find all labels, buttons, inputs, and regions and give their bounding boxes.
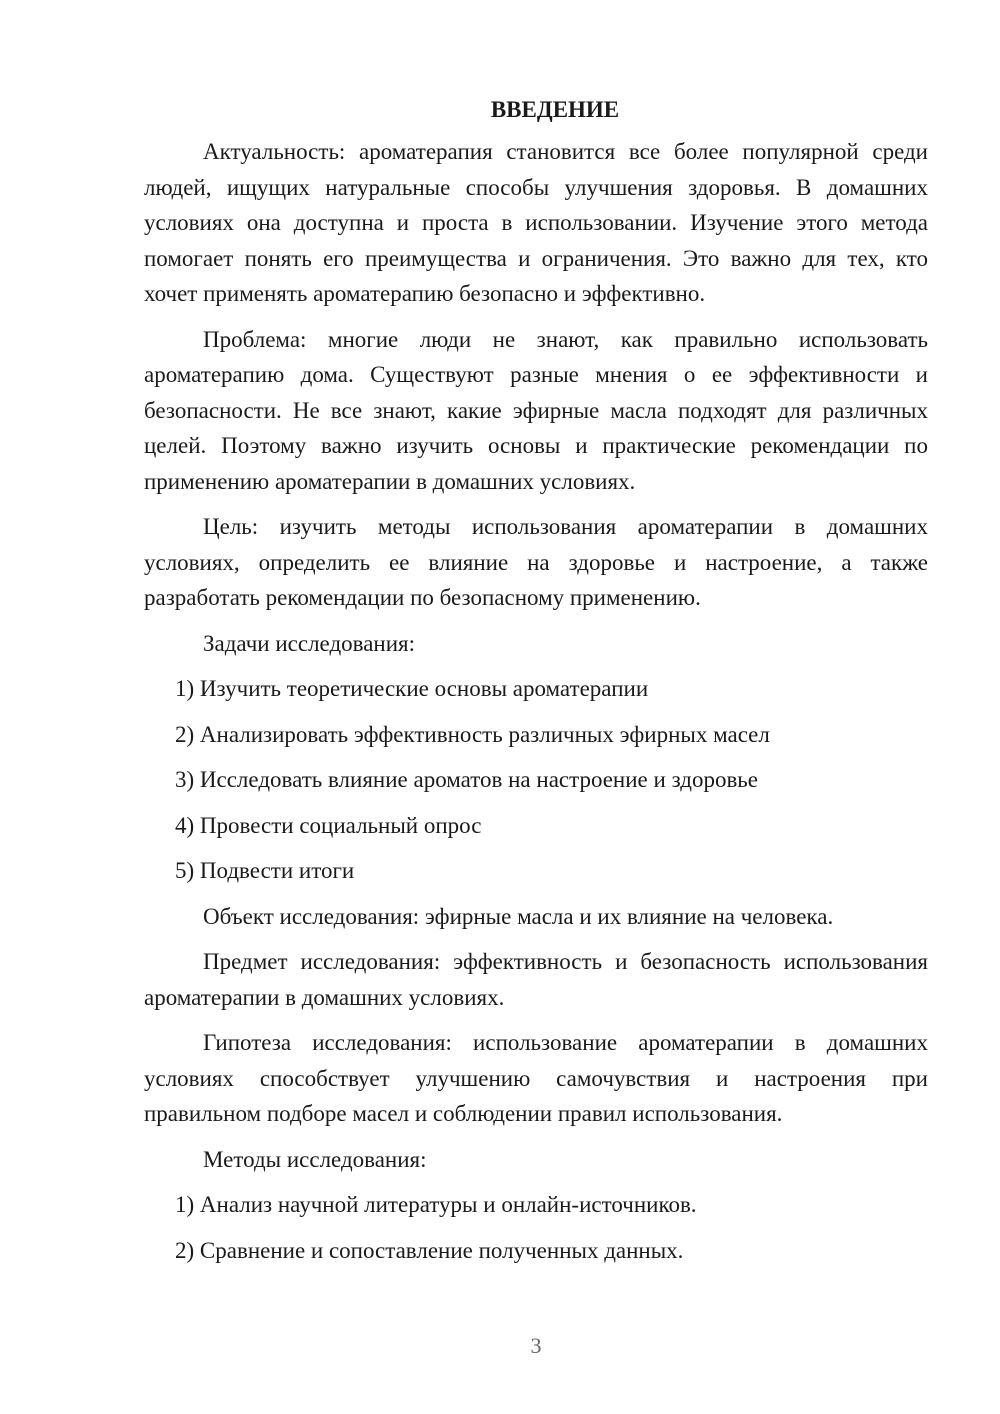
subject-paragraph: Предмет исследования: эффективность и безопасность использования ароматерапии в домашних условиях. bbox=[144, 949, 928, 1010]
hypothesis-paragraph: Гипотеза исследования: использование ароматерапии в домашних условиях способствует улучшению самочувствия и настроения при правильном подборе масел и соблюдении правил использования. bbox=[144, 1030, 928, 1126]
relevance-paragraph: Актуальность: ароматерапия становится все более популярной среди людей, ищущих натуральные способы улучшения здоровья. В домашних условиях она доступна и проста в использовании. Изучение этого метода помогает понять его преимущества и ограничения. Это важно для тех, кто хочет применять ароматерапию безопасно и эффективно. bbox=[144, 139, 928, 306]
problem-paragraph: Проблема: многие люди не знают, как правильно использовать ароматерапию дома. Существуют разные мнения о ее эффективности и безопасности. Не все знают, какие эфирные масла подходят для различных целей. Поэтому важно изучить основы и практические рекомендации по применению ароматерапии в домашних условиях. bbox=[144, 326, 928, 494]
page-content bbox=[144, 92, 928, 1278]
methods-list bbox=[144, 1187, 928, 1268]
tasks-heading: Задачи исследования: bbox=[203, 630, 416, 656]
tasks-list bbox=[144, 671, 928, 889]
goal-paragraph: Цель: изучить методы использования ароматерапии в домашних условиях, определить ее влияние на здоровье и настроение, а также разработать рекомендации по безопасному применению. bbox=[144, 514, 928, 610]
task-item: 2) Анализировать эффективность различных эфирных масел bbox=[175, 721, 770, 747]
task-item: 1) Изучить теоретические основы ароматерапии bbox=[175, 676, 649, 701]
method-item: 2) Сравнение и сопоставление полученных данных. bbox=[175, 1237, 684, 1263]
object-line: Объект исследования: эфирные масла и их влияние на человека. bbox=[203, 903, 834, 929]
method-item: 1) Анализ научной литературы и онлайн-источников. bbox=[175, 1192, 697, 1217]
page-title: ВВЕДЕНИЕ bbox=[490, 97, 620, 122]
methods-heading: Методы исследования: bbox=[203, 1146, 427, 1172]
task-item: 5) Подвести итоги bbox=[175, 858, 355, 883]
task-item: 4) Провести социальный опрос bbox=[175, 812, 482, 838]
page-number: 3 bbox=[530, 1333, 542, 1358]
task-item: 3) Исследовать влияние ароматов на настроение и здоровье bbox=[175, 767, 758, 792]
